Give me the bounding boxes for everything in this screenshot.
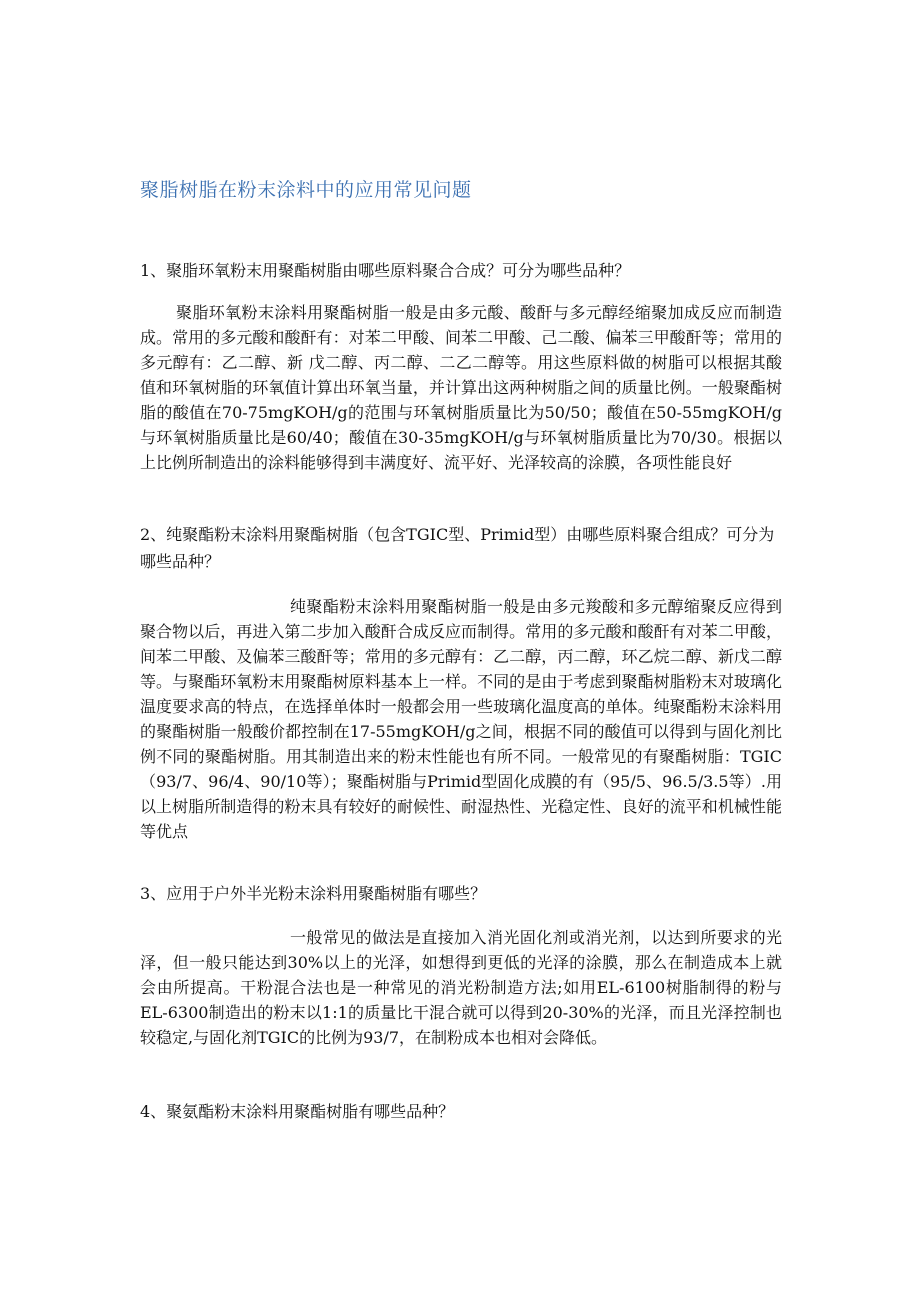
question-1: 1、聚脂环氧粉末用聚酯树脂由哪些原料聚合合成？可分为哪些品种？: [140, 261, 631, 280]
answer-3: 一般常见的做法是直接加入消光固化剂或消光剂，以达到所要求的光泽，但一般只能达到30%以上的光泽，如想得到更低的光泽的涂膜，那么在制造成本上就会由所提高。干粉混合法也是一种常见的消光粉制造方法;如用EL-6100树脂制得的粉与EL-6300制造出的粉末以1:1的质量比干混合就可以得到20-30%的光泽，而且光泽控制也较稳定,与固化剂TGIC的比例为93/7，在制粉成本也相对会降低。: [140, 928, 782, 1047]
answer-2: 纯聚酯粉末涂料用聚酯树脂一般是由多元羧酸和多元醇缩聚反应得到聚合物以后，再进入第二步加入酸酐合成反应而制得。常用的多元酸和酸酐有对苯二甲酸，间苯二甲酸、及偏苯三酸酐等；常用的多元醇有：乙二醇，丙二醇，环乙烷二醇、新戊二醇等。与聚酯环氧粉末用聚酯树原料基本上一样。不同的是由于考虑到聚酯树脂粉末对玻璃化温度要求高的特点，在选择单体时一般都会用一些玻璃化温度高的单体。纯聚酯粉末涂料用的聚酯树脂一般酸价都控制在17-55mgKOH/g之间，根据不同的酸值可以得到与固化剂比例不同的聚酯树脂。用其制造出来的粉末性能也有所不同。一般常见的有聚酯树脂：TGIC（93/7、96/4、90/10等）；聚酯树脂与Primid型固化成膜的有（95/5、96.5/3.5等）.用以上树脂所制造得的粉末具有较好的耐候性、耐湿热性、光稳定性、良好的流平和机械性能等优点: [140, 597, 782, 841]
document-title: 聚脂树脂在粉末涂料中的应用常见问题: [140, 179, 472, 201]
question-2: 2、纯聚酯粉末涂料用聚酯树脂（包含TGIC型、Primid型）由哪些原料聚合组成？可分为哪些品种？: [140, 525, 775, 571]
answer-1: 聚脂环氧粉末涂料用聚酯树脂一般是由多元酸、酸酐与多元醇经缩聚加成反应而制造成。常用的多元酸和酸酐有：对苯二甲酸、间苯二甲酸、己二酸、偏苯三甲酸酐等；常用的多元醇有：乙二醇、新 戊二醇、丙二醇、二乙二醇等。用这些原料做的树脂可以根据其酸值和环氧树脂的环氧值计算出环氧当量，并计算出这两种树脂之间的质量比例。一般聚酯树脂的酸值在70-75mgKOH/g的范围与环氧树脂质量比为50/50；酸值在50-55mgKOH/g与环氧树脂质量比是60/40；酸值在30-35mgKOH/g与环氧树脂质量比为70/30。根据以上比例所制造出的涂料能够得到丰满度好、流平好、光泽较高的涂膜，各项性能良好: [140, 303, 782, 472]
question-4: 4、聚氨酯粉末涂料用聚酯树脂有哪些品种？: [140, 1102, 455, 1121]
question-3: 3、应用于户外半光粉末涂料用聚酯树脂有哪些？: [140, 884, 487, 903]
